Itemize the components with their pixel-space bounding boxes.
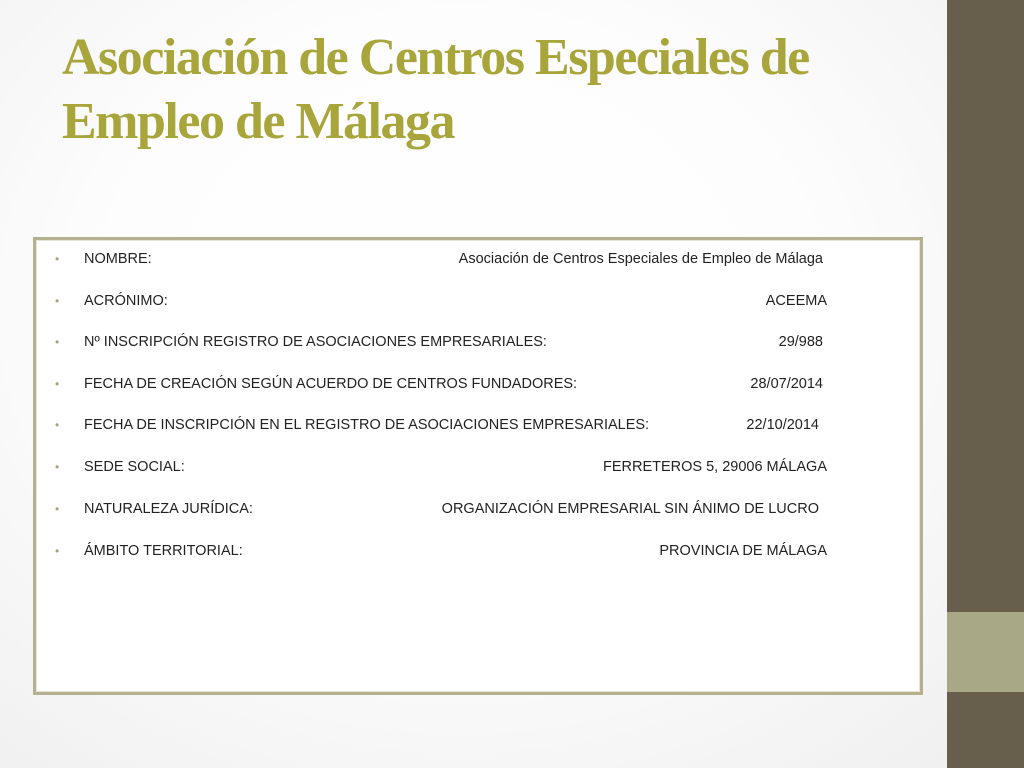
item-value: 29/988 [778, 334, 823, 350]
item-value: PROVINCIA DE MÁLAGA [659, 543, 827, 559]
side-accent [947, 612, 1024, 692]
bullet-icon: • [55, 377, 60, 391]
bullet-icon: • [55, 502, 60, 516]
bullet-icon: • [55, 294, 60, 308]
bullet-icon: • [55, 252, 60, 266]
item-value: Asociación de Centros Especiales de Empleo de Málaga [458, 251, 823, 267]
item-label: FECHA DE INSCRIPCIÓN EN EL REGISTRO DE ASOCIACIONES EMPRESARIALES: [84, 417, 650, 433]
item-label: ÁMBITO TERRITORIAL: [84, 543, 243, 559]
bullet-icon: • [55, 335, 60, 349]
item-value: FERRETEROS 5, 29006 MÁLAGA [602, 459, 827, 475]
item-label: NOMBRE: [84, 251, 152, 267]
bullet-icon: • [55, 544, 60, 558]
item-value: 28/07/2014 [750, 376, 823, 392]
list-item-acronimo [36, 289, 920, 313]
list-item-fecha-inscripcion [36, 413, 920, 437]
item-value: 22/10/2014 [746, 417, 819, 433]
list-item-inscripcion [36, 330, 920, 354]
bullet-icon: • [55, 460, 60, 474]
list-item-sede-social [36, 455, 920, 479]
list-item-ambito [36, 539, 920, 563]
item-label: SEDE SOCIAL: [84, 459, 185, 475]
item-value: ORGANIZACIÓN EMPRESARIAL SIN ÁNIMO DE LUCRO [441, 501, 819, 517]
bullet-icon: • [55, 418, 60, 432]
item-value: ACEEMA [765, 293, 827, 309]
slide-title: Asociación de Centros Especiales de Empleo de Málaga [62, 29, 809, 150]
item-label: FECHA DE CREACIÓN SEGÚN ACUERDO DE CENTROS FUNDADORES: [84, 376, 578, 392]
list-item-fecha-creacion [36, 372, 920, 396]
item-label: ACRÓNIMO: [84, 293, 168, 309]
info-box [33, 237, 923, 695]
item-label: Nº INSCRIPCIÓN REGISTRO DE ASOCIACIONES EMPRESARIALES: [84, 334, 547, 350]
list-item-nombre [36, 247, 920, 271]
list-item-naturaleza [36, 497, 920, 521]
item-label: NATURALEZA JURÍDICA: [84, 501, 253, 517]
